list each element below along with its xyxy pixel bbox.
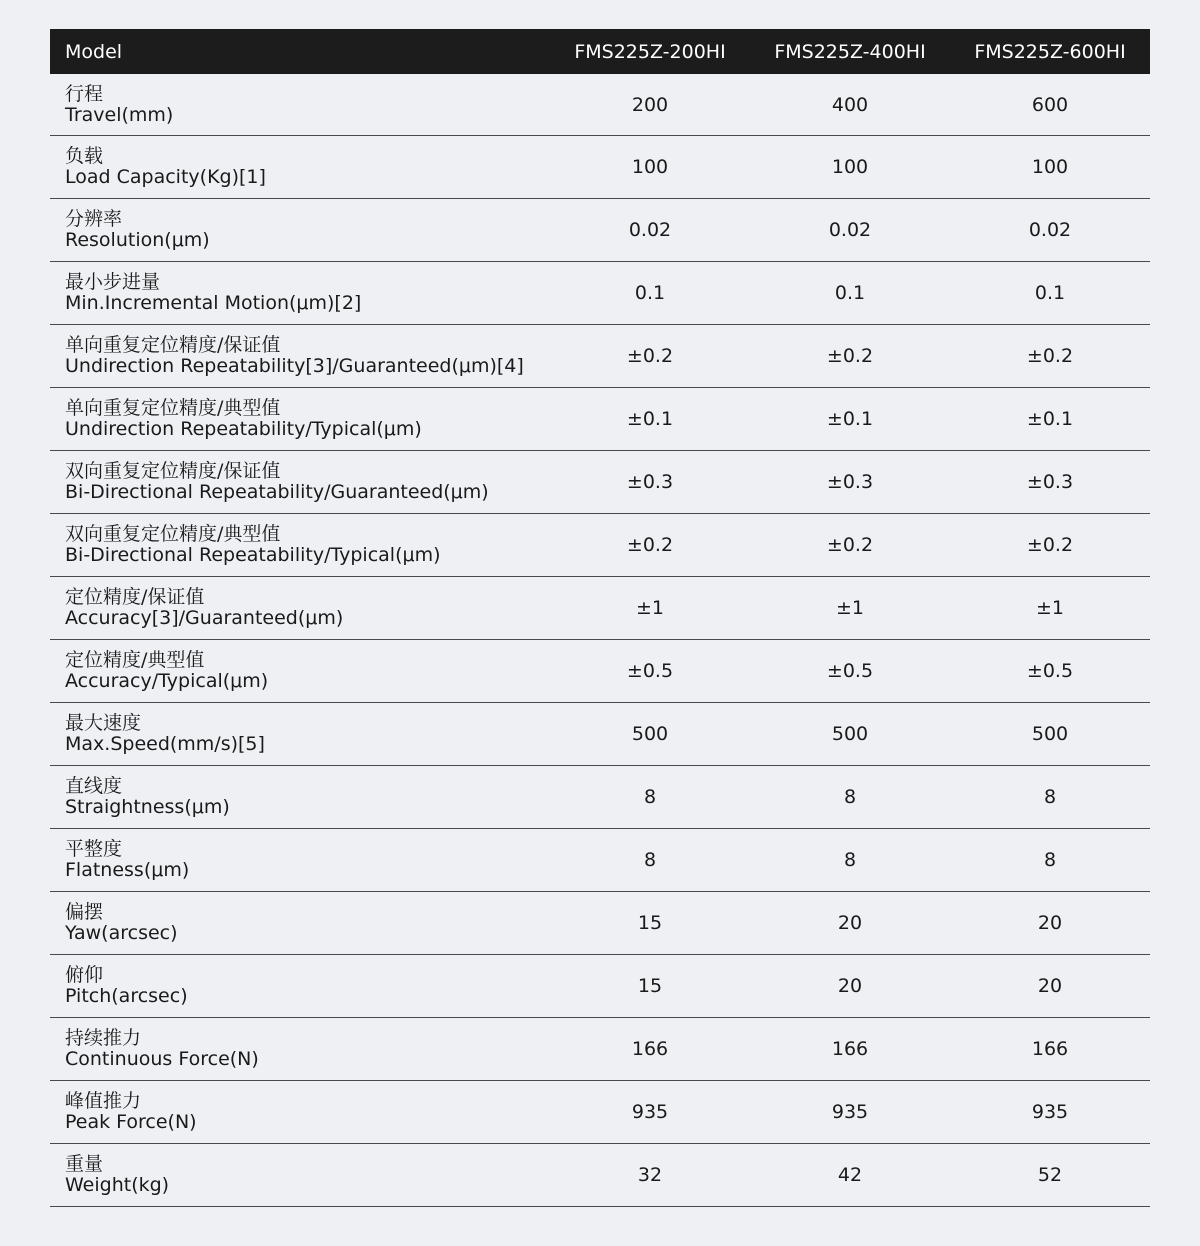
value-400hi: 8 — [750, 829, 950, 892]
value-600hi: 8 — [950, 829, 1150, 892]
value-400hi: ±0.3 — [750, 451, 950, 514]
header-model-600: FMS225Z-600HI — [950, 29, 1150, 74]
value-200hi: 935 — [550, 1081, 750, 1144]
spec-label-cn: 俯仰 — [65, 964, 104, 986]
table-row — [50, 955, 1150, 1018]
value-600hi: 0.1 — [950, 262, 1150, 325]
spec-label-cell — [50, 325, 550, 388]
spec-label-en: Load Capacity(Kg)[1] — [65, 166, 266, 188]
spec-label-en: Bi-Directional Repeatability/Typical(μm) — [65, 544, 441, 566]
spec-label-en: Bi-Directional Repeatability/Guaranteed(μm) — [65, 481, 489, 503]
header-model-label: Model — [50, 29, 550, 74]
spec-table — [50, 29, 1150, 1207]
value-600hi: 0.02 — [950, 199, 1150, 262]
spec-label-cn: 单向重复定位精度/典型值 — [65, 397, 281, 419]
spec-label-cn: 定位精度/典型值 — [65, 649, 205, 671]
spec-label-cn: 定位精度/保证值 — [65, 586, 205, 608]
spec-label-en: Travel(mm) — [65, 103, 174, 126]
spec-label-en: Pitch(arcsec) — [65, 985, 188, 1007]
value-400hi: 500 — [750, 703, 950, 766]
spec-label-cell — [50, 388, 550, 451]
value-400hi: 166 — [750, 1018, 950, 1081]
table-row — [50, 1144, 1150, 1207]
value-200hi: 8 — [550, 829, 750, 892]
value-400hi: 20 — [750, 955, 950, 1018]
value-400hi: 935 — [750, 1081, 950, 1144]
spec-label-cell — [50, 199, 550, 262]
value-200hi: ±0.2 — [550, 325, 750, 388]
value-200hi: 200 — [550, 74, 750, 136]
table-row — [50, 892, 1150, 955]
spec-label-cell — [50, 892, 550, 955]
spec-label-cell — [50, 1144, 550, 1207]
spec-label-cell — [50, 136, 550, 199]
table-row — [50, 1081, 1150, 1144]
table-row — [50, 388, 1150, 451]
value-200hi: ±0.5 — [550, 640, 750, 703]
value-400hi: 400 — [750, 74, 950, 136]
spec-label-en: Accuracy/Typical(μm) — [65, 670, 269, 692]
spec-label-cn: 持续推力 — [65, 1027, 142, 1049]
spec-label-cn: 偏摆 — [65, 901, 104, 923]
spec-label-cn: 分辨率 — [65, 208, 123, 230]
value-400hi: 0.1 — [750, 262, 950, 325]
spec-label-en: Accuracy[3]/Guaranteed(μm) — [65, 607, 344, 629]
value-400hi: 100 — [750, 136, 950, 199]
value-600hi: 500 — [950, 703, 1150, 766]
spec-label-cell — [50, 262, 550, 325]
value-200hi: 8 — [550, 766, 750, 829]
value-600hi: 52 — [950, 1144, 1150, 1207]
value-400hi: 8 — [750, 766, 950, 829]
value-200hi: 0.02 — [550, 199, 750, 262]
table-header — [50, 29, 1150, 74]
spec-label-cell — [50, 514, 550, 577]
spec-label-cell — [50, 829, 550, 892]
spec-label-en: Continuous Force(N) — [65, 1048, 259, 1070]
value-600hi: ±0.2 — [950, 325, 1150, 388]
spec-label-en: Undirection Repeatability/Typical(μm) — [65, 418, 422, 440]
spec-label-en: Weight(kg) — [65, 1174, 170, 1196]
spec-label-cell — [50, 451, 550, 514]
spec-label-cn: 最小步进量 — [65, 271, 161, 293]
value-600hi: 100 — [950, 136, 1150, 199]
table-row — [50, 577, 1150, 640]
value-200hi: 32 — [550, 1144, 750, 1207]
header-model-200: FMS225Z-200HI — [550, 29, 750, 74]
spec-label-cn: 行程 — [65, 82, 104, 105]
value-200hi: ±0.1 — [550, 388, 750, 451]
spec-label-cell — [50, 1081, 550, 1144]
spec-label-cell — [50, 577, 550, 640]
value-600hi: ±0.2 — [950, 514, 1150, 577]
value-200hi: ±0.3 — [550, 451, 750, 514]
value-600hi: ±0.3 — [950, 451, 1150, 514]
value-400hi: 0.02 — [750, 199, 950, 262]
spec-label-cell — [50, 703, 550, 766]
table-row — [50, 136, 1150, 199]
table-row — [50, 199, 1150, 262]
spec-label-cn: 峰值推力 — [65, 1090, 142, 1112]
spec-label-cn: 最大速度 — [65, 712, 142, 734]
spec-label-cn: 双向重复定位精度/典型值 — [65, 523, 281, 545]
value-200hi: ±0.2 — [550, 514, 750, 577]
table-row — [50, 766, 1150, 829]
value-400hi: ±1 — [750, 577, 950, 640]
spec-label-en: Max.Speed(mm/s)[5] — [65, 733, 265, 755]
table-body — [50, 74, 1150, 1207]
spec-label-cn: 负载 — [65, 145, 104, 167]
spec-label-en: Straightness(μm) — [65, 796, 230, 818]
value-400hi: ±0.2 — [750, 325, 950, 388]
spec-label-en: Peak Force(N) — [65, 1111, 197, 1133]
header-row — [50, 29, 1150, 74]
table-row — [50, 640, 1150, 703]
value-200hi: 15 — [550, 892, 750, 955]
value-600hi: ±0.1 — [950, 388, 1150, 451]
spec-label-en: Resolution(μm) — [65, 229, 210, 251]
value-600hi: 8 — [950, 766, 1150, 829]
table-row — [50, 325, 1150, 388]
spec-label-cn: 重量 — [65, 1153, 104, 1175]
table-row — [50, 451, 1150, 514]
spec-label-cn: 平整度 — [65, 838, 123, 860]
table-row — [50, 829, 1150, 892]
value-200hi: 500 — [550, 703, 750, 766]
value-600hi: ±0.5 — [950, 640, 1150, 703]
value-400hi: 20 — [750, 892, 950, 955]
value-600hi: 166 — [950, 1018, 1150, 1081]
value-200hi: 166 — [550, 1018, 750, 1081]
spec-label-cn: 双向重复定位精度/保证值 — [65, 460, 281, 482]
value-600hi: 600 — [950, 74, 1150, 136]
value-400hi: ±0.1 — [750, 388, 950, 451]
value-200hi: ±1 — [550, 577, 750, 640]
value-200hi: 15 — [550, 955, 750, 1018]
value-400hi: ±0.2 — [750, 514, 950, 577]
value-600hi: ±1 — [950, 577, 1150, 640]
value-400hi: ±0.5 — [750, 640, 950, 703]
spec-label-cell — [50, 640, 550, 703]
spec-label-cell — [50, 74, 550, 136]
header-model-400: FMS225Z-400HI — [750, 29, 950, 74]
value-600hi: 20 — [950, 892, 1150, 955]
value-600hi: 935 — [950, 1081, 1150, 1144]
value-400hi: 42 — [750, 1144, 950, 1207]
spec-label-cell — [50, 955, 550, 1018]
spec-label-cell — [50, 1018, 550, 1081]
spec-label-cn: 直线度 — [65, 775, 123, 797]
spec-label-cn: 单向重复定位精度/保证值 — [65, 334, 281, 356]
spec-label-cell — [50, 766, 550, 829]
value-200hi: 100 — [550, 136, 750, 199]
table-row — [50, 262, 1150, 325]
spec-label-en: Min.Incremental Motion(μm)[2] — [65, 292, 362, 314]
spec-label-en: Flatness(μm) — [65, 859, 190, 881]
spec-label-en: Undirection Repeatability[3]/Guaranteed(μm)[4] — [65, 355, 524, 377]
table-row — [50, 74, 1150, 136]
spec-label-en: Yaw(arcsec) — [65, 922, 178, 944]
table-row — [50, 703, 1150, 766]
table-row — [50, 514, 1150, 577]
value-600hi: 20 — [950, 955, 1150, 1018]
value-200hi: 0.1 — [550, 262, 750, 325]
table-row — [50, 1018, 1150, 1081]
